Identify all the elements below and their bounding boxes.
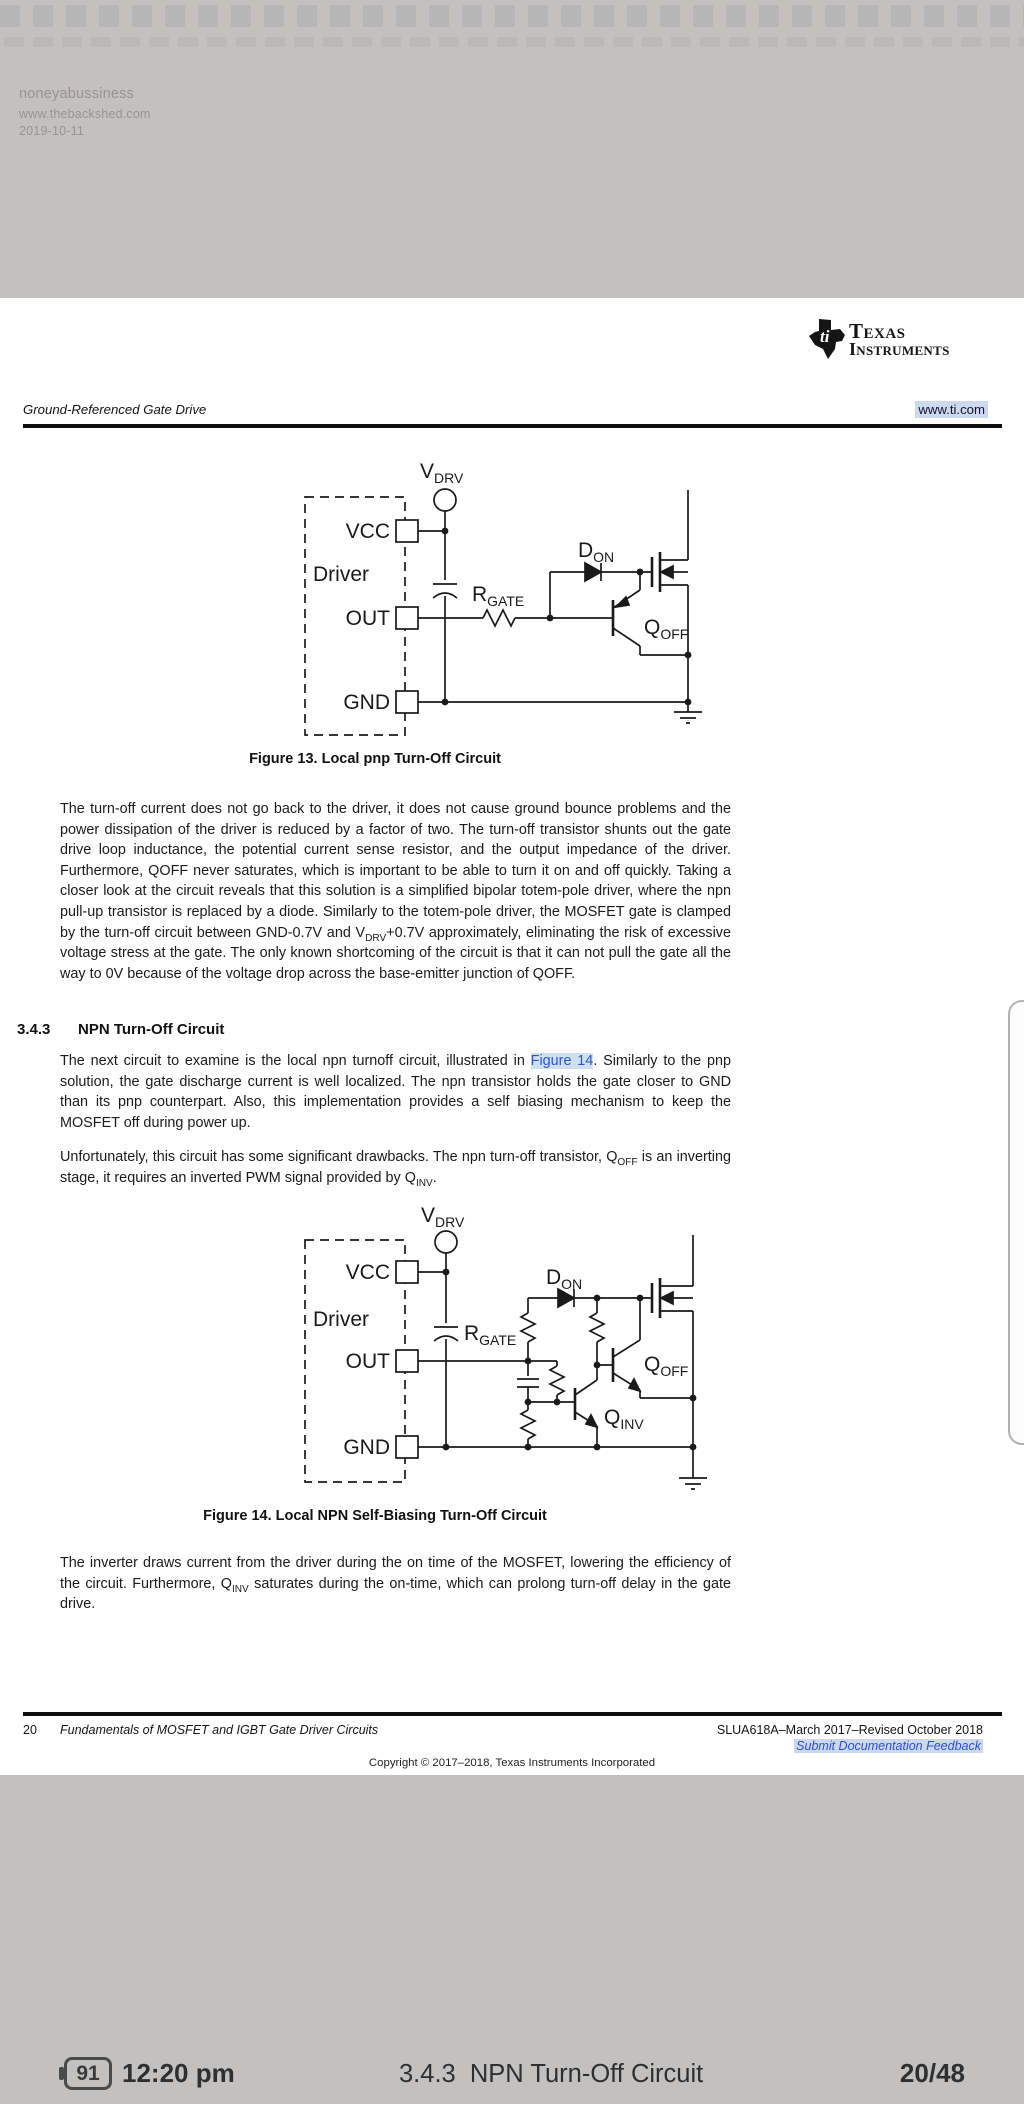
driver-label: Driver	[313, 1308, 369, 1331]
footer-rule	[23, 1712, 1002, 1716]
footer-doc-title: Fundamentals of MOSFET and IGBT Gate Driver Circuits	[60, 1723, 379, 1737]
figure-13-schematic	[232, 448, 722, 748]
current-section-label: 3.4.3 NPN Turn-Off Circuit	[399, 2060, 704, 2088]
gnd-label: GND	[343, 691, 390, 714]
vdrv-label: $V_{DRV}$	[420, 460, 464, 486]
ti-logo-icon	[806, 318, 846, 360]
pdf-page[interactable]	[0, 298, 1024, 1775]
brand-texas: Texas	[849, 319, 906, 343]
section-title: NPN Turn-Off Circuit	[78, 1021, 225, 1038]
out-label: OUT	[345, 607, 390, 630]
watermark-date: 2019-10-11	[19, 124, 85, 138]
figure-14-schematic	[232, 1195, 732, 1495]
paragraph: The next circuit to examine is the local npn turnoff circuit, illustrated in Figure 14. Similarly to the pnp solution, the gate discharge current is well localized. The npn transistor holds the gate closer to GND than its pnp counterpart. Also, this implementation provides a self biasing mechanism to keep the MOSFET off during power up.	[60, 1053, 732, 1131]
header-rule	[23, 424, 1002, 428]
vdrv-label: $V_{DRV}$	[421, 1204, 465, 1230]
clock-time: 12:20 pm	[122, 2058, 235, 2088]
qoff-label: $Q_{OFF}$	[644, 616, 689, 642]
don-label: $D_{ON}$	[546, 1266, 583, 1292]
footer-copyright: Copyright © 2017–2018, Texas Instruments Incorporated	[368, 1757, 656, 1769]
qoff-label: $Q_{OFF}$	[644, 1353, 689, 1379]
section-number: 3.4.3	[17, 1021, 51, 1038]
paragraph: Unfortunately, this circuit has some significant drawbacks. The npn turn-off transistor, $Q_{OFF}$ is an inverting stage, it requires an inverted PWM signal provided by $Q_{INV}$.	[60, 1149, 731, 1189]
ti-website-link[interactable]: www.ti.com	[915, 401, 988, 418]
qinv-label: $Q_{INV}$	[604, 1406, 644, 1432]
battery-terminal	[59, 2067, 64, 2080]
footer-doc-code: SLUA618A–March 2017–Revised October 2018	[716, 1723, 983, 1737]
out-label: OUT	[345, 1350, 390, 1373]
watermark-username: noneyabussiness	[19, 86, 135, 102]
figure-14-caption: Figure 14. Local NPN Self-Biasing Turn-Off Circuit	[203, 1508, 547, 1524]
paragraph: The inverter draws current from the driver during the on time of the MOSFET, lowering the efficiency of the circuit. Furthermore, $Q_{INV}$ saturates during the on-time, which can prolong turn-off delay in the gate drive.	[60, 1555, 731, 1613]
rgate-label: $R_{GATE}$	[472, 583, 525, 609]
status-bar	[0, 2040, 1024, 2104]
background-pattern-row	[0, 5, 1024, 27]
rgate-label: $R_{GATE}$	[464, 1322, 517, 1348]
submit-feedback-link[interactable]: Submit Documentation Feedback	[796, 1739, 981, 1753]
brand-instruments: Instruments	[849, 339, 950, 359]
background-pattern-row	[0, 37, 1024, 47]
battery-percent: 91	[76, 2062, 100, 2085]
figure-13-caption: Figure 13. Local pnp Turn-Off Circuit	[249, 751, 501, 767]
vcc-label: VCC	[345, 1261, 390, 1284]
svg-text:ti: ti	[820, 327, 830, 346]
page-indicator[interactable]: 20/48	[899, 2058, 965, 2088]
figure-link[interactable]: Figure 14	[530, 1053, 594, 1069]
don-label: $D_{ON}$	[578, 539, 615, 565]
running-header-title: Ground-Referenced Gate Drive	[23, 402, 207, 417]
gnd-label: GND	[343, 1436, 390, 1459]
vcc-label: VCC	[345, 520, 390, 543]
battery-icon	[64, 2057, 112, 2090]
footer-page-number: 20	[23, 1723, 37, 1737]
driver-label: Driver	[313, 563, 369, 586]
paragraph: The turn-off current does not go back to the driver, it does not cause ground bounce problems and the power dissipation of the driver is reduced by a factor of two. The turn-off transistor shunts out the gate drive loop inductance, the potential current sense resistor, and the output impedance of the driver. Furthermore, QOFF never saturates, which is important to be able to turn it on and off quickly. Taking a closer look at the circuit reveals that this solution is a simplified bipolar totem-pole driver, where the npn pull-up transistor is replaced by a diode. Similarly to the totem-pole driver, the MOSFET gate is clamped by the turn-off circuit between GND-0.7V and $V_{DRV}+0.7V$ approximately, eliminating the risk of excessive voltage stress at the gate. The only known shortcoming of the circuit is that it can not pull the gate all the way to 0V because of the voltage drop across the base-emitter junction of QOFF.	[60, 801, 731, 982]
scrollbar-thumb[interactable]	[1008, 1000, 1024, 1445]
watermark-url: www.thebackshed.com	[19, 107, 151, 121]
brand-wordmark	[849, 319, 950, 359]
